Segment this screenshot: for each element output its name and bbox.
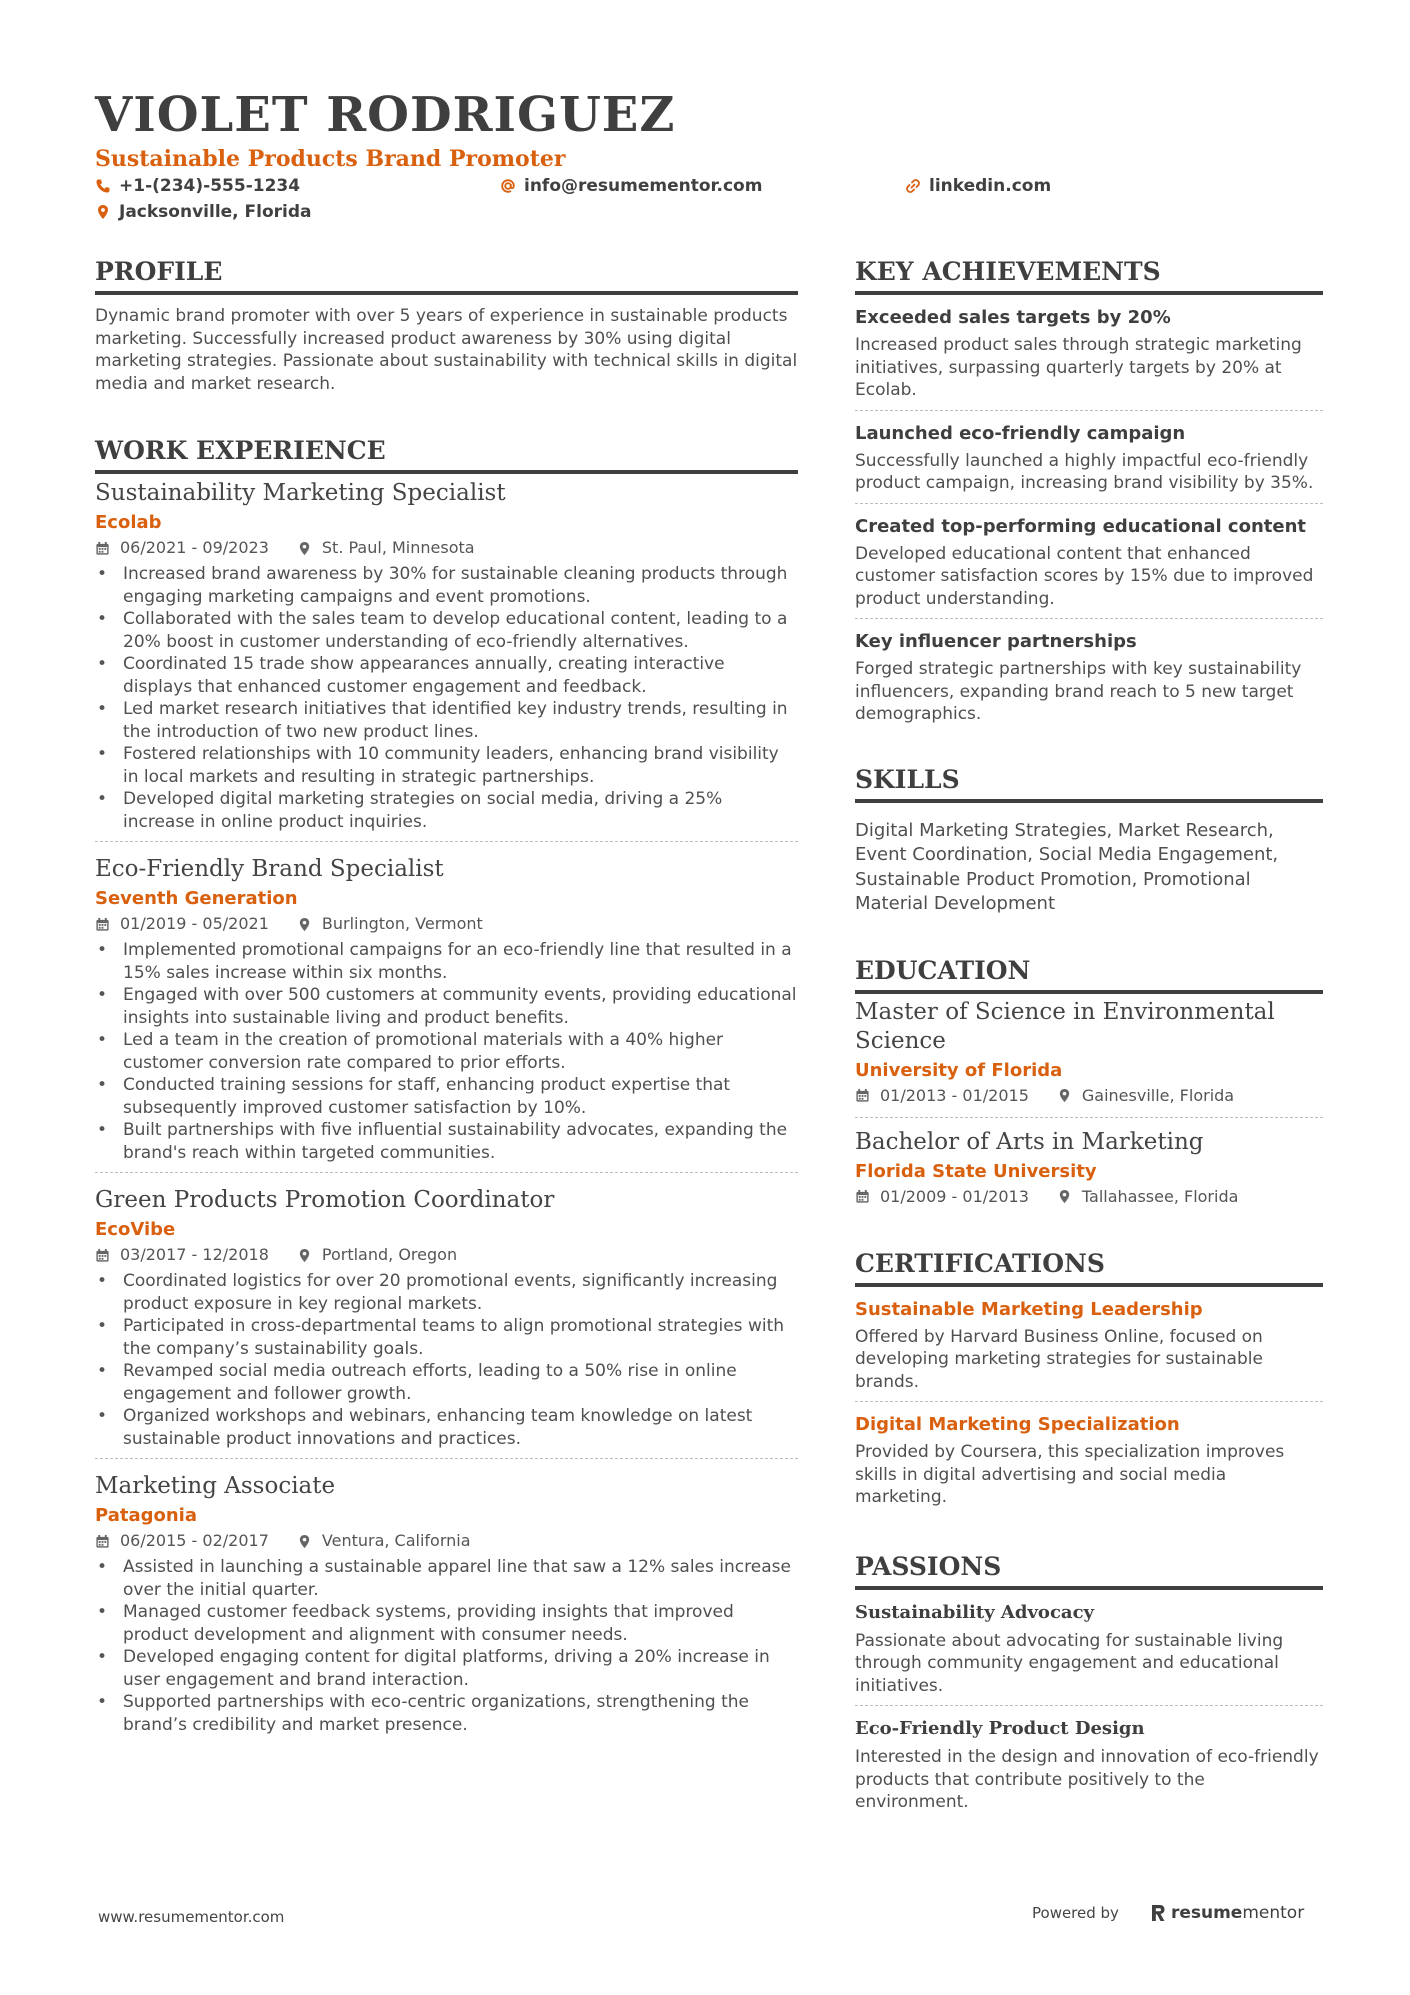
passion-title: Sustainability Advocacy bbox=[855, 1601, 1094, 1623]
passion-text: Interested in the design and innovation of eco-friendly products that contribute positively to the environment. bbox=[855, 1747, 1319, 1812]
degree-title: Bachelor of Arts in Marketing bbox=[855, 1128, 1204, 1155]
calendar-icon bbox=[95, 1248, 110, 1263]
company-name: Seventh Generation bbox=[95, 888, 298, 909]
contact-phone bbox=[95, 176, 500, 196]
bullet-item: • Led market research initiatives that identified key industry trends, resulting in the introduction of two new product lines. bbox=[95, 698, 798, 743]
resumementor-logo-icon bbox=[1149, 1903, 1167, 1923]
contact-email[interactable] bbox=[500, 176, 905, 196]
bullet-item: • Increased brand awareness by 30% for sustainable cleaning products through engaging marketing campaigns and event promotions. bbox=[95, 563, 798, 608]
contact-location bbox=[95, 202, 312, 222]
phone-icon bbox=[95, 178, 111, 194]
achievement-text: Successfully launched a highly impactful eco-friendly product campaign, increasing brand visibility by 35%. bbox=[855, 450, 1314, 493]
passion-title: Eco-Friendly Product Design bbox=[855, 1718, 1145, 1739]
passion-item bbox=[855, 1600, 1323, 1707]
job-entry bbox=[95, 1471, 798, 1744]
school-name: Florida State University bbox=[855, 1160, 1097, 1182]
footer-website[interactable]: www.resumementor.com bbox=[98, 1908, 285, 1926]
location-pin-icon bbox=[1057, 1189, 1072, 1204]
bullet-item: • Supported partnerships with eco-centric organizations, strengthening the brand’s credibility and market presence. bbox=[95, 1691, 798, 1736]
at-icon bbox=[500, 178, 516, 194]
location-pin-icon bbox=[297, 1534, 312, 1549]
achievement-title: Launched eco-friendly campaign bbox=[855, 422, 1186, 444]
bullet-item: • Conducted training sessions for staff, enhancing product expertise that subsequently improved customer satisfaction by 10%. bbox=[95, 1074, 798, 1119]
job-dates: 06/2015 - 02/2017 bbox=[120, 1531, 269, 1550]
certification-item bbox=[855, 1297, 1323, 1403]
education-item bbox=[855, 1128, 1323, 1218]
company-name: EcoVibe bbox=[95, 1219, 176, 1240]
job-dates: 06/2021 - 09/2023 bbox=[120, 538, 269, 557]
job-title: Eco-Friendly Brand Specialist bbox=[95, 856, 444, 882]
passions-section bbox=[855, 1551, 1323, 1822]
education-meta bbox=[855, 1083, 1323, 1109]
bullet-item: • Participated in cross-departmental teams to align promotional strategies with the company’s sustainability goals. bbox=[95, 1315, 798, 1360]
certification-title: Sustainable Marketing Leadership bbox=[855, 1298, 1203, 1320]
job-bullets bbox=[95, 563, 798, 833]
job-title: Marketing Associate bbox=[95, 1473, 336, 1499]
job-location: St. Paul, Minnesota bbox=[321, 538, 475, 557]
job-dates: 03/2017 - 12/2018 bbox=[120, 1245, 269, 1264]
bullet-item: • Managed customer feedback systems, providing insights that improved product development and alignment with consumer needs. bbox=[95, 1601, 798, 1646]
job-entry bbox=[95, 854, 798, 1173]
powered-by-label: Powered by bbox=[1032, 1904, 1119, 1922]
link-icon bbox=[905, 178, 921, 194]
bullet-item: • Coordinated 15 trade show appearances annually, creating interactive displays that enhanced customer engagement and feedback. bbox=[95, 653, 798, 698]
calendar-icon bbox=[95, 541, 110, 556]
certifications-section bbox=[855, 1248, 1323, 1517]
calendar-icon bbox=[855, 1189, 870, 1204]
job-bullets bbox=[95, 939, 798, 1164]
passion-text: Passionate about advocating for sustainable living through community engagement and educational initiatives. bbox=[855, 1630, 1284, 1696]
bullet-item: • Fostered relationships with 10 community leaders, enhancing brand visibility in local markets and resulting in strategic partnerships. bbox=[95, 743, 798, 788]
brand-name-bold: resume bbox=[1170, 1903, 1243, 1923]
calendar-icon bbox=[855, 1088, 870, 1103]
achievements-section bbox=[855, 256, 1323, 734]
bullet-item: • Developed engaging content for digital platforms, driving a 20% increase in user engagement and brand interaction. bbox=[95, 1646, 798, 1691]
section-title-education: EDUCATION bbox=[855, 955, 1323, 994]
bullet-item: • Assisted in launching a sustainable apparel line that saw a 12% sales increase over the initial quarter. bbox=[95, 1556, 798, 1601]
job-location: Burlington, Vermont bbox=[321, 914, 483, 933]
job-meta bbox=[95, 911, 798, 937]
linkedin-text: linkedin.com bbox=[929, 176, 1052, 196]
job-meta bbox=[95, 1528, 798, 1554]
bullet-item: • Led a team in the creation of promotional materials with a 40% higher customer conversion rate compared to prior efforts. bbox=[95, 1029, 798, 1074]
location-pin-icon bbox=[297, 917, 312, 932]
section-title-experience: WORK EXPERIENCE bbox=[95, 435, 798, 474]
achievement-item bbox=[855, 421, 1323, 504]
education-dates: 01/2013 - 01/2015 bbox=[880, 1085, 1029, 1105]
footer-powered-by bbox=[1032, 1903, 1304, 1923]
section-title-passions: PASSIONS bbox=[855, 1551, 1323, 1590]
phone-text: +1-(234)-555-1234 bbox=[119, 176, 301, 196]
achievement-item bbox=[855, 305, 1323, 411]
location-pin-icon bbox=[297, 541, 312, 556]
contact-linkedin[interactable] bbox=[905, 176, 1051, 196]
right-column bbox=[855, 256, 1323, 1832]
calendar-icon bbox=[95, 917, 110, 932]
bullet-item: • Coordinated logistics for over 20 promotional events, significantly increasing product exposure in key regional markets. bbox=[95, 1270, 798, 1315]
location-pin-icon bbox=[297, 1248, 312, 1263]
achievement-text: Increased product sales through strategic marketing initiatives, surpassing quarterly targets by 20% at Ecolab. bbox=[855, 335, 1302, 400]
passion-item bbox=[855, 1716, 1323, 1822]
certification-title: Digital Marketing Specialization bbox=[855, 1414, 1180, 1435]
skills-text: Digital Marketing Strategies, Market Research, Event Coordination, Social Media Engagement, Sustainable Product Promotion, Promotional Material Development bbox=[855, 819, 1279, 914]
candidate-role: Sustainable Products Brand Promoter bbox=[95, 146, 566, 172]
location-text: Jacksonville, Florida bbox=[119, 202, 312, 222]
degree-title: Master of Science in Environmental Science bbox=[855, 998, 1275, 1054]
left-column bbox=[95, 256, 798, 1756]
section-title-skills: SKILLS bbox=[855, 764, 1323, 803]
education-item bbox=[855, 998, 1323, 1118]
skills-section bbox=[855, 764, 1323, 917]
education-meta bbox=[855, 1184, 1323, 1210]
job-title: Green Products Promotion Coordinator bbox=[95, 1187, 555, 1213]
education-section bbox=[855, 955, 1323, 1218]
certification-text: Offered by Harvard Business Online, focused on developing marketing strategies for sustainable brands. bbox=[855, 1326, 1263, 1392]
achievement-item bbox=[855, 514, 1323, 620]
resume-header bbox=[95, 86, 1325, 225]
job-location: Ventura, California bbox=[321, 1531, 471, 1550]
job-dates: 01/2019 - 05/2021 bbox=[120, 914, 269, 933]
certification-text: Provided by Coursera, this specialization improves skills in digital advertising and social media marketing. bbox=[855, 1442, 1285, 1507]
school-name: University of Florida bbox=[855, 1059, 1063, 1081]
job-entry bbox=[95, 478, 798, 842]
bullet-item: • Revamped social media outreach efforts, leading to a 50% rise in online engagement and follower growth. bbox=[95, 1360, 798, 1405]
achievement-title: Exceeded sales targets by 20% bbox=[855, 307, 1171, 328]
brand-logo[interactable] bbox=[1149, 1903, 1304, 1923]
bullet-item: • Engaged with over 500 customers at community events, providing educational insights into sustainable living and product benefits. bbox=[95, 984, 798, 1029]
education-location: Tallahassee, Florida bbox=[1081, 1186, 1239, 1206]
candidate-name: VIOLET RODRIGUEZ bbox=[95, 87, 676, 143]
brand-name-light: mentor bbox=[1242, 1903, 1305, 1923]
job-bullets bbox=[95, 1556, 798, 1736]
job-meta bbox=[95, 535, 798, 561]
location-pin-icon bbox=[95, 204, 111, 220]
achievement-title: Key influencer partnerships bbox=[855, 631, 1137, 652]
profile-section bbox=[95, 256, 798, 395]
job-entry bbox=[95, 1185, 798, 1459]
bullet-item: • Developed digital marketing strategies on social media, driving a 25% increase in online product inquiries. bbox=[95, 788, 798, 833]
job-title: Sustainability Marketing Specialist bbox=[95, 480, 506, 506]
profile-text: Dynamic brand promoter with over 5 years of experience in sustainable products marketing. Successfully increased product awareness by 30% using digital marketing strategies. Passionate about sustainability with technical skills in digital media and market research. bbox=[95, 306, 798, 394]
bullet-item: • Implemented promotional campaigns for an eco-friendly line that resulted in a 15% sales increase within six months. bbox=[95, 939, 798, 984]
company-name: Ecolab bbox=[95, 512, 162, 533]
achievement-title: Created top-performing educational content bbox=[855, 515, 1307, 537]
experience-section bbox=[95, 435, 798, 1744]
location-pin-icon bbox=[1057, 1088, 1072, 1103]
job-bullets bbox=[95, 1270, 798, 1450]
bullet-item: • Organized workshops and webinars, enhancing team knowledge on latest sustainable product innovations and practices. bbox=[95, 1405, 798, 1450]
achievement-item bbox=[855, 629, 1323, 734]
section-title-achievements: KEY ACHIEVEMENTS bbox=[855, 256, 1323, 295]
section-title-profile: PROFILE bbox=[95, 256, 798, 295]
email-text: info@resumementor.com bbox=[524, 176, 763, 196]
job-location: Portland, Oregon bbox=[321, 1245, 458, 1264]
company-name: Patagonia bbox=[95, 1505, 197, 1526]
bullet-item: • Collaborated with the sales team to develop educational content, leading to a 20% boost in customer understanding of eco-friendly alternatives. bbox=[95, 608, 798, 653]
bullet-item: • Built partnerships with five influential sustainability advocates, expanding the brand's reach within targeted communities. bbox=[95, 1119, 798, 1164]
education-location: Gainesville, Florida bbox=[1081, 1085, 1235, 1105]
achievement-text: Developed educational content that enhanced customer satisfaction scores by 15% due to improved product understanding. bbox=[855, 543, 1314, 609]
education-dates: 01/2009 - 01/2013 bbox=[880, 1186, 1029, 1206]
job-meta bbox=[95, 1242, 798, 1268]
achievement-text: Forged strategic partnerships with key sustainability influencers, expanding brand reach to 5 new target demographics. bbox=[855, 659, 1302, 724]
calendar-icon bbox=[95, 1534, 110, 1549]
section-title-certifications: CERTIFICATIONS bbox=[855, 1248, 1323, 1287]
certification-item bbox=[855, 1412, 1323, 1517]
